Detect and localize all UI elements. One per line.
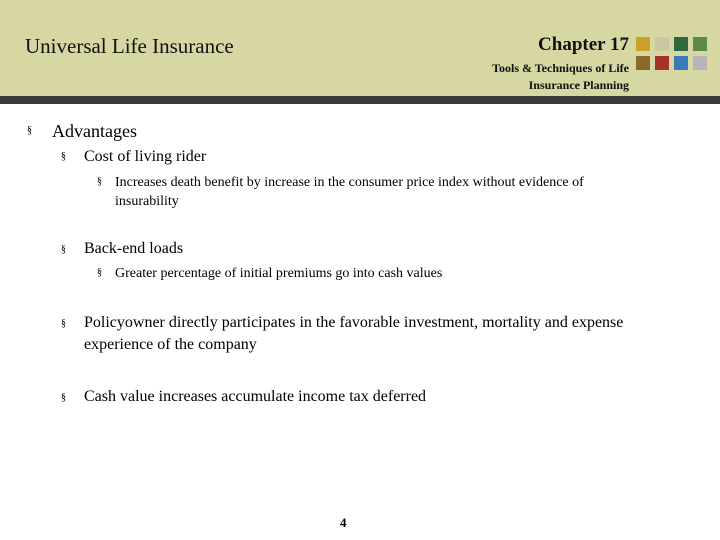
back-end-loads-detail: Greater percentage of initial premiums go into cash values — [115, 266, 443, 281]
bullet-icon: § — [61, 244, 66, 255]
bullet-icon: § — [97, 267, 102, 278]
chapter-subtitle — [429, 60, 629, 94]
bullet-icon: § — [27, 125, 32, 136]
cash-value-item: Cash value increases accumulate income tax deferred — [84, 388, 427, 405]
bullet-icon: § — [61, 318, 66, 329]
subtitle-line-1: Tools & Techniques of Life — [492, 61, 629, 75]
bullet-icon: § — [97, 176, 102, 187]
page-number: 4 — [340, 515, 347, 530]
cost-of-living-detail — [115, 173, 695, 211]
cost-detail-line-2: insurability — [115, 194, 179, 209]
square-1-1 — [636, 37, 650, 51]
square-1-2 — [655, 37, 669, 51]
square-2-3 — [674, 56, 688, 70]
bullet-icon: § — [61, 392, 66, 403]
policyowner-line-2: experience of the company — [84, 336, 257, 353]
square-2-2 — [655, 56, 669, 70]
advantages-heading: Advantages — [52, 121, 137, 141]
policyowner-line-1: Policyowner directly participates in the favorable investment, mortality and expense — [84, 314, 624, 331]
cost-of-living-item: Cost of living rider — [84, 148, 207, 165]
slide-title: Universal Life Insurance — [25, 34, 234, 58]
square-1-4 — [693, 37, 707, 51]
back-end-loads-item: Back-end loads — [84, 240, 184, 257]
cost-detail-line-1: Increases death benefit by increase in the consumer price index without evidence of — [115, 175, 584, 190]
bullet-icon: § — [61, 151, 66, 162]
policyowner-item — [84, 312, 704, 356]
square-1-3 — [674, 37, 688, 51]
square-2-4 — [693, 56, 707, 70]
subtitle-line-2: Insurance Planning — [528, 78, 629, 92]
square-2-1 — [636, 56, 650, 70]
chapter-label: Chapter 17 — [538, 34, 629, 55]
header-divider-bar — [0, 96, 720, 104]
